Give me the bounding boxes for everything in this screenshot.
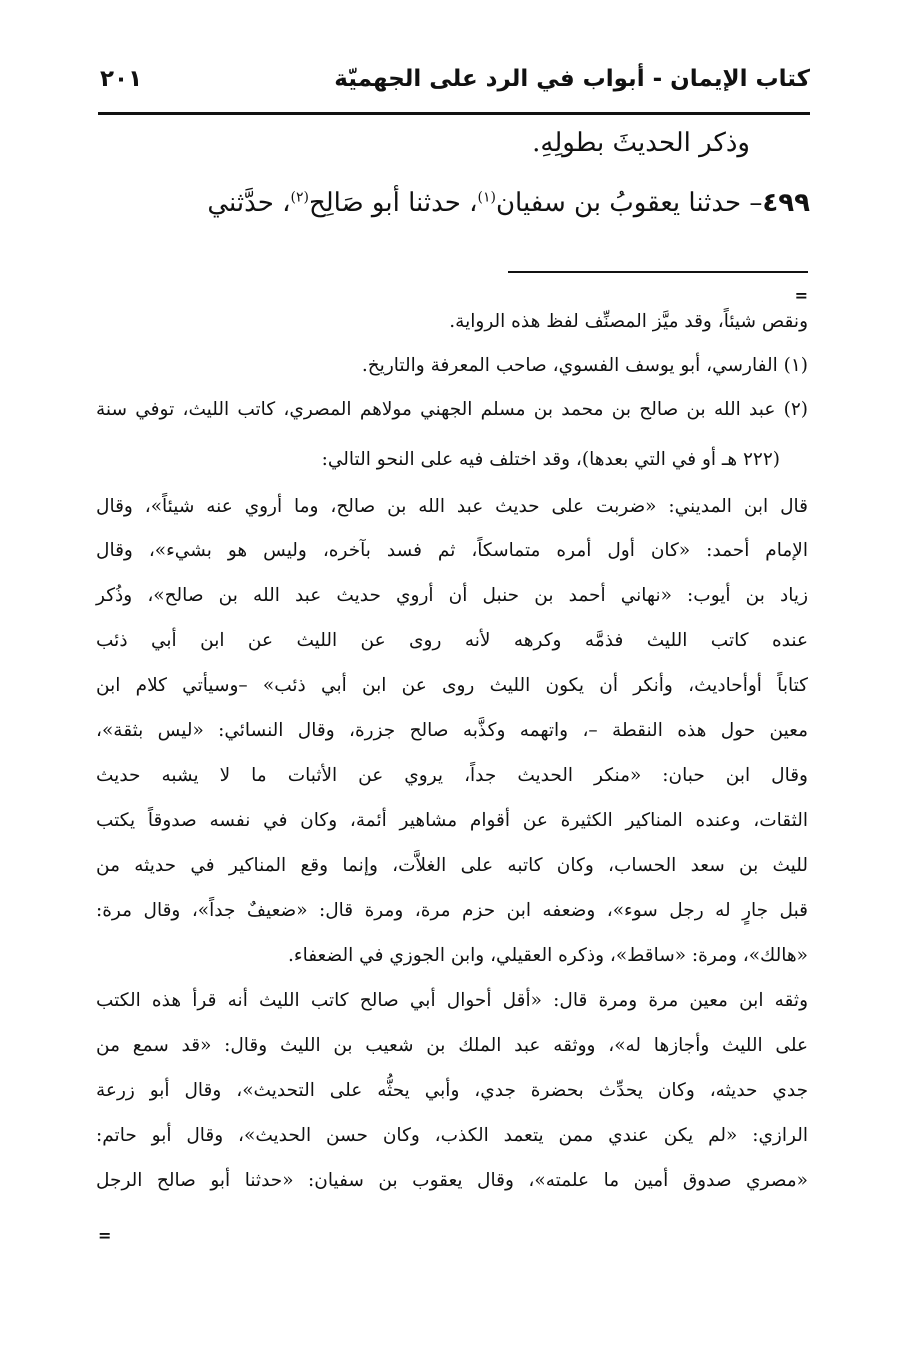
footnote-line: زياد بن أيوب: «نهاني أحمد بن حنبل أن أروي حديث عبد الله بن صالح»، وذُكر [96,585,808,606]
footnote-line: «هالك»، ومرة: «ساقط»، وذكره العقيلي، وابن الجوزي في الضعفاء. [287,945,808,966]
main-text-line-1: وذكر الحديثَ بطولِهِ. [532,128,750,158]
page-number: ٢٠١ [100,66,143,92]
footnote-line: (٢٢٢ هـ أو في التي بعدها)، وقد اختلف فيه على النحو التالي: [321,449,780,470]
footnote-line: «مصري صدوق أمين ما علمته»، وقال يعقوب بن سفيان: «حدثنا أبو صالح الرجل [96,1170,808,1191]
footnote-line: الرازي: «لم يكن عندي ممن يتعمد الكذب، وكان حسن الحديث»، وقال أبو حاتم: [96,1125,808,1146]
footnote-line: كتاباً أوأحاديث، وأنكر أن يكون الليث روى عن ابن أبي ذئب» –وسيأتي كلام ابن [96,675,808,696]
footnote-line: لليث بن سعد الحساب، وكان كاتبه على الغلاَّت، وإنما وقع المناكير في حديثه من [96,855,808,876]
footnote-line: (١) الفارسي، أبو يوسف الفسوي، صاحب المعرفة والتاريخ. [361,355,808,376]
continuation-mark-top: = [794,286,808,305]
footnote-line: قال ابن المديني: «ضربت على حديث عبد الله بن صالح، وما أروي عنه شيئاً»، وقال [96,496,808,517]
footnote-line: قبل جارٍ له رجل سوء»، وضعفه ابن حزم مرة، ومرة قال: «ضعيفٌ جداً»، وقال مرة: [96,900,808,921]
footnote-line: على الليث وأجازها له»، ووثقه عبد الملك بن شعيب بن الليث وقال: «قد سمع من [96,1035,808,1056]
continuation-mark-bottom: = [98,1226,112,1245]
main-text-segment-b: ، حدثنا أبو صَالِح [308,188,478,218]
footnote-line: الثقات، وعنده المناكير الكثيرة عن أقوام مشاهير أئمة، وكان في نفسه صدوقاً يكتب [96,810,808,831]
footnote-line: جدي حديثه، وكان يحدِّث بحضرة جدي، وأبي يحثُّه على التحديث»، وقال أبو زرعة [96,1080,808,1101]
hadith-number: ٤٩٩ [762,188,810,218]
footnote-line: (٢) عبد الله بن صالح بن محمد بن مسلم الجهني مولاهم المصري، كاتب الليث، توفي سنة [96,399,808,420]
footnote-line: الإمام أحمد: «كان أول أمره متماسكاً، ثم فسد بآخره، وليس هو بشيء»، وقال [96,540,808,561]
footnote-line: وقال ابن حبان: «منكر الحديث جداً، يروي عن الأثبات ما لا يشبه حديث [96,765,808,786]
main-text-segment-c: ، حدَّثني [207,188,291,218]
footnote-separator [508,271,808,273]
footnote-line: معين حول هذه النقطة –، واتهمه وكذَّبه صالح جزرة، وقال النسائي: «ليس بثقة»، [96,720,808,741]
running-title: كتاب الإيمان - أبواب في الرد على الجهميّة [334,66,810,92]
footnote-line: ونقص شيئاً، وقد ميَّز المصنِّف لفظ هذه الرواية. [449,311,808,332]
header-rule [98,112,810,115]
footnote-line: وثقه ابن معين مرة ومرة قال: «أقل أحوال أبي صالح كاتب الليث أنه قرأ هذه الكتب [96,990,808,1011]
main-text-line-2 [207,188,810,218]
running-header [98,62,810,106]
main-text-segment-a: – حدثنا يعقوبُ بن سفيان [495,188,763,218]
footnote-ref-1: (١) [477,189,496,206]
footnote-line: عنده كاتب الليث فذمَّه وكرهه لأنه روى عن الليث عن ابن أبي ذئب [96,630,808,651]
footnote-ref-2: (٢) [290,189,309,206]
